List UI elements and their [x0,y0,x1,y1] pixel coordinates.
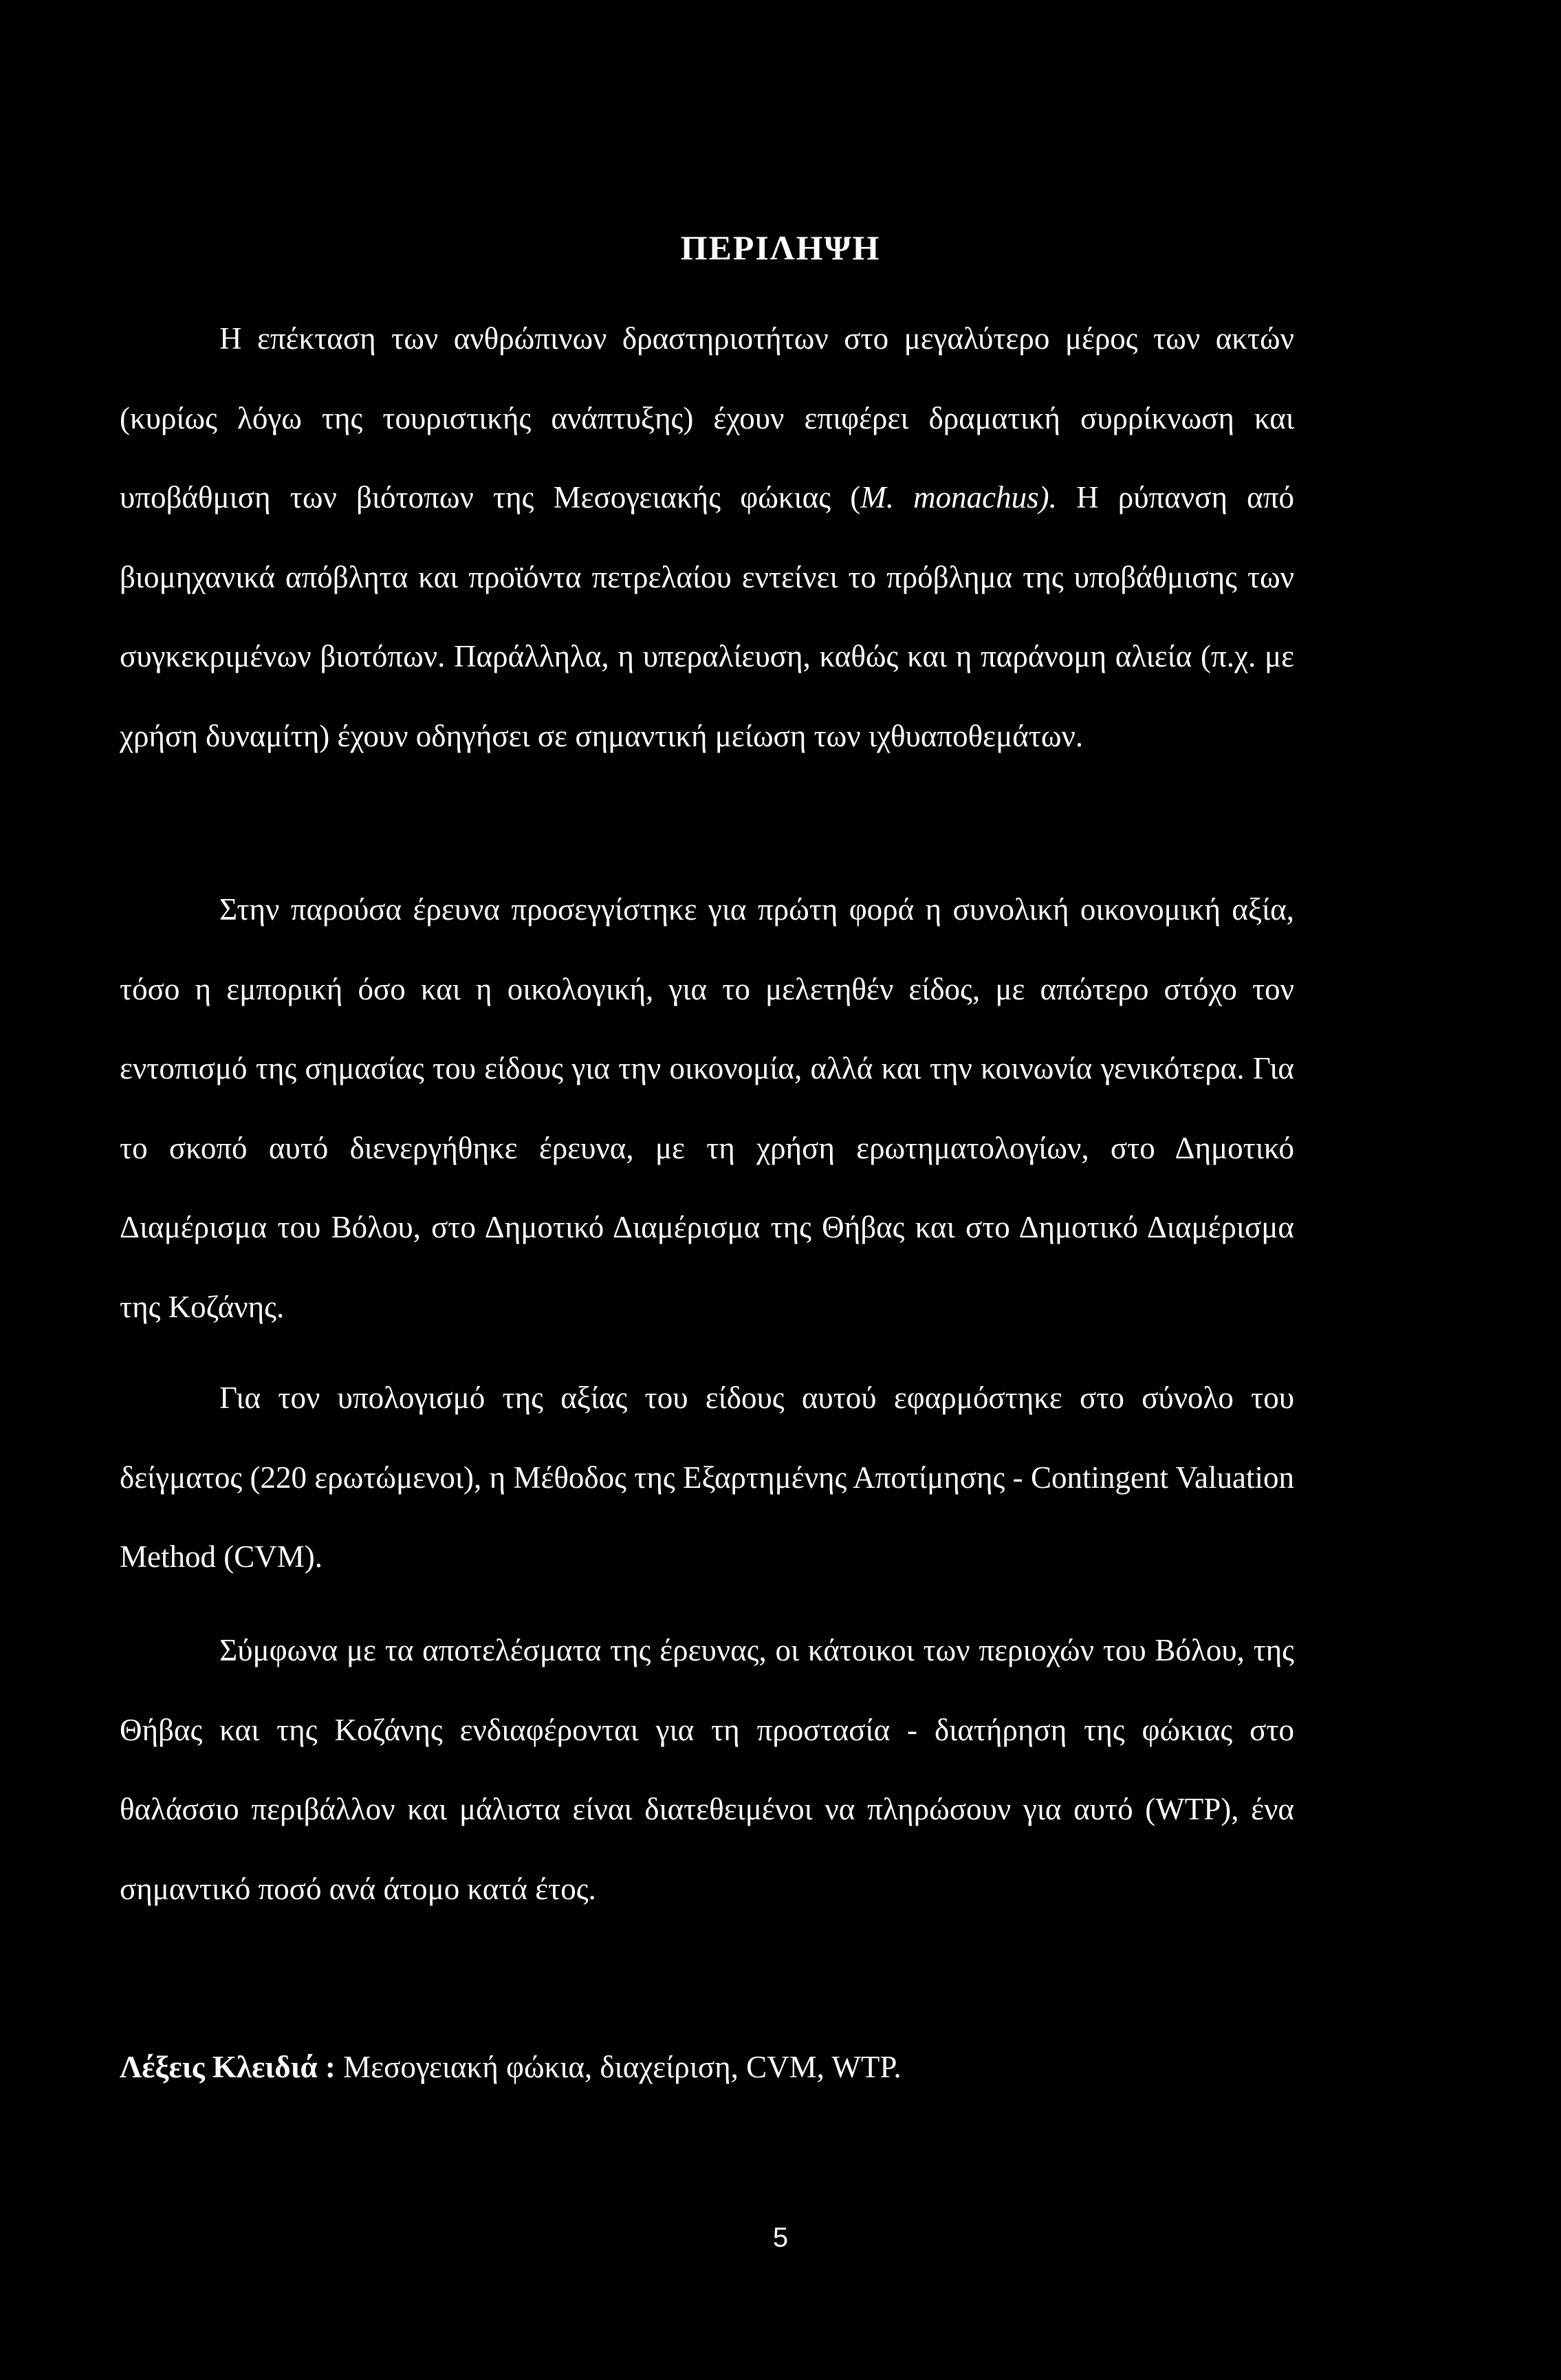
abstract-paragraph-3: Για τον υπολογισμό της αξίας του είδους αυτού εφαρμόστηκε στο σύνολο του δείγματος (220 ερωτώμενοι), η Μέθοδος της Εξαρτημένης Αποτίμησης - Contingent Valuation Method (CVM). [120,1381,1294,1575]
page-number: 5 [772,2222,789,2253]
abstract-paragraph-2: Στην παρούσα έρευνα προσεγγίστηκε για πρώτη φορά η συνολική οικονομική αξία, τόσο η εμπορική όσο και η οικολογική, για το μελετηθέν είδος, με απώτερο στόχο τον εντοπισμό της σημασίας του είδους για την οικονομία, αλλά και την κοινωνία γενικότερα. Για το σκοπό αυτό διενεργήθηκε έρευνα, με τη χρήση ερωτηματολογίων, στο Δημοτικό Διαμέρισμα του Βόλου, στο Δημοτικό Διαμέρισμα της Θήβας και στο Δημοτικό Διαμέρισμα της Κοζάνης. [120,892,1294,1324]
abstract-paragraph-4: Σύμφωνα με τα αποτελέσματα της έρευνας, οι κάτοικοι των περιοχών του Βόλου, της Θήβας και της Κοζάνης ενδιαφέρονται για τη προστασία - διατήρηση της φώκιας στο θαλάσσιο περιβάλλον και μάλιστα είναι διατεθειμένοι να πληρώσουν για αυτό (WTP), ένα σημαντικό ποσό ανά άτομο κατά έτος. [120,1633,1294,1906]
keywords-line [120,2046,1294,2088]
abstract-paragraph-1 [120,299,1294,777]
keywords-label: Λέξεις Κλειδιά : [120,2050,336,2084]
paragraph-1-text-start: Η επέκταση των ανθρώπινων δραστηριοτήτων στο μεγαλύτερο μέρος των ακτών (κυρίως λόγω της τουριστικής ανάπτυξης) έχουν επιφέρει δραματική συρρίκνωση και υποβάθμιση των βιότοπων της Μεσογειακής φώκιας ( [120,321,1294,515]
page-title: ΠΕΡΙΛΗΨΗ [680,228,881,267]
species-name-italic: M. monachus). [860,480,1057,515]
keywords-list: Μεσογειακή φώκια, διαχείριση, CVM, WTP. [335,2050,902,2084]
paragraph-1-text-end: Η ρύπανση από βιομηχανικά απόβλητα και προϊόντα πετρελαίου εντείνει το πρόβλημα της υποβάθμισης των συγκεκριμένων βιοτόπων. Παράλληλα, η υπεραλίευση, καθώς και η παράνομη αλιεία (π.χ. με χρήση δυναμίτη) έχουν οδηγήσει σε σημαντική μείωση των ιχθυαποθεμάτων. [120,480,1294,753]
